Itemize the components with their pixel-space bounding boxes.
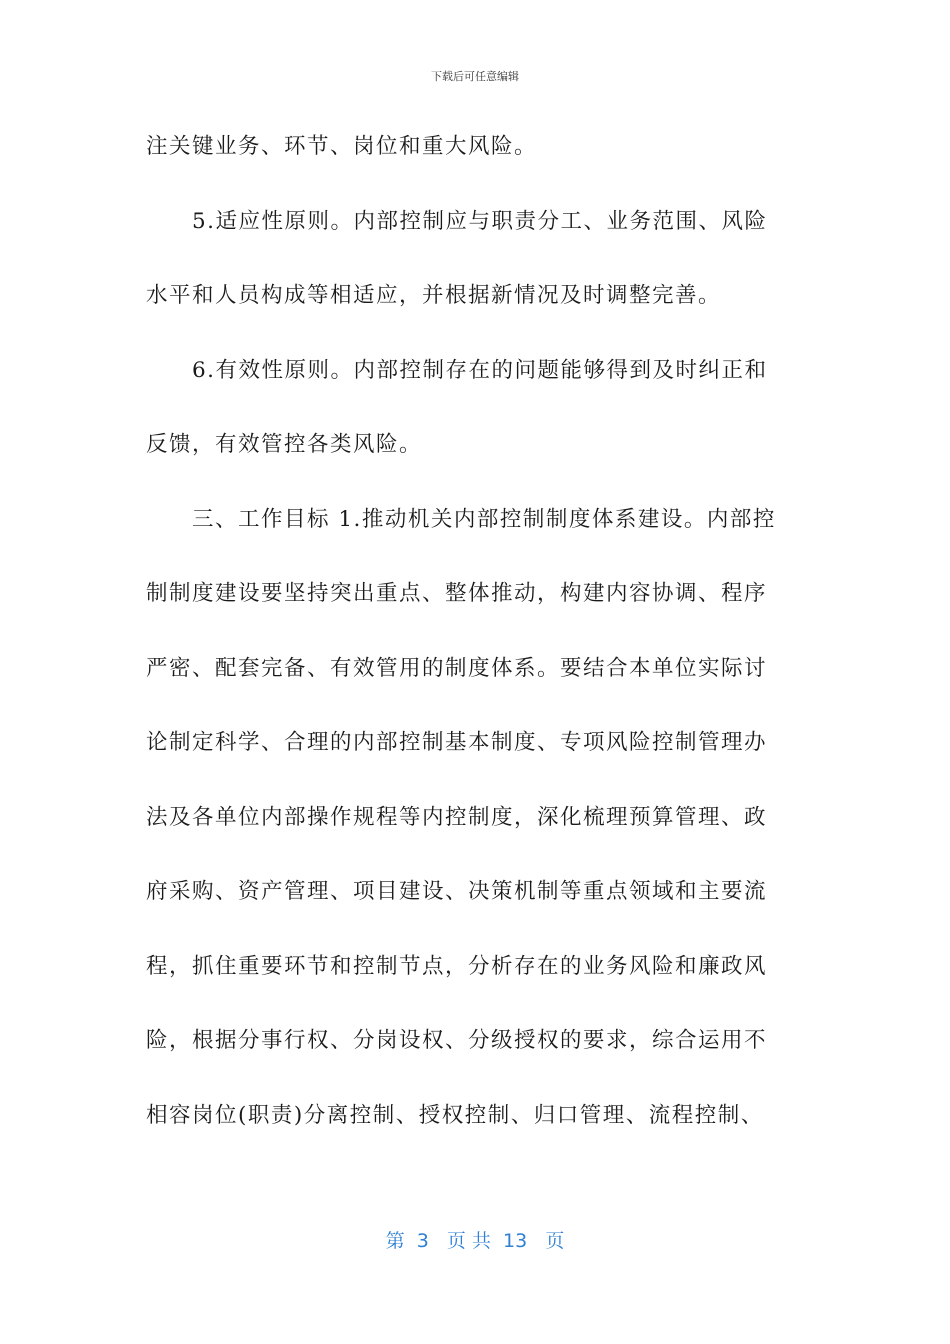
paragraph-line: 府采购、资产管理、项目建设、决策机制等重点领域和主要流 — [146, 879, 768, 904]
paragraph-line: 险，根据分事行权、分岗设权、分级授权的要求，综合运用不 — [146, 1028, 768, 1053]
paragraph-line: 三、工作目标 1.推动机关内部控制制度体系建设。内部控 — [192, 506, 776, 532]
document-body — [146, 120, 806, 1163]
paragraph-line: 5.适应性原则。内部控制应与职责分工、业务范围、风险 — [192, 208, 768, 234]
paragraph-line: 法及各单位内部操作规程等内控制度，深化梳理预算管理、政 — [146, 804, 768, 830]
paragraph-line: 反馈，有效管控各类风险。 — [146, 432, 423, 457]
paragraph-line: 制制度建设要坚持突出重点、整体推动，构建内容协调、程序 — [146, 581, 768, 606]
paragraph-line: 水平和人员构成等相适应，并根据新情况及时调整完善。 — [146, 283, 722, 308]
paragraph-line: 论制定科学、合理的内部控制基本制度、专项风险控制管理办 — [146, 730, 768, 755]
paragraph-line: 注关键业务、环节、岗位和重大风险。 — [146, 134, 538, 159]
page-header: 下载后可任意编辑 — [431, 70, 519, 83]
paragraph-line: 程，抓住重要环节和控制节点，分析存在的业务风险和廉政风 — [146, 953, 768, 979]
paragraph-line: 严密、配套完备、有效管用的制度体系。要结合本单位实际讨 — [146, 655, 768, 681]
page-number-footer: 第 3 页 共 13 页 — [385, 1230, 565, 1252]
paragraph-line: 相容岗位(职责)分离控制、授权控制、归口管理、流程控制、 — [146, 1102, 764, 1128]
paragraph-line: 6.有效性原则。内部控制存在的问题能够得到及时纠正和 — [192, 357, 768, 383]
